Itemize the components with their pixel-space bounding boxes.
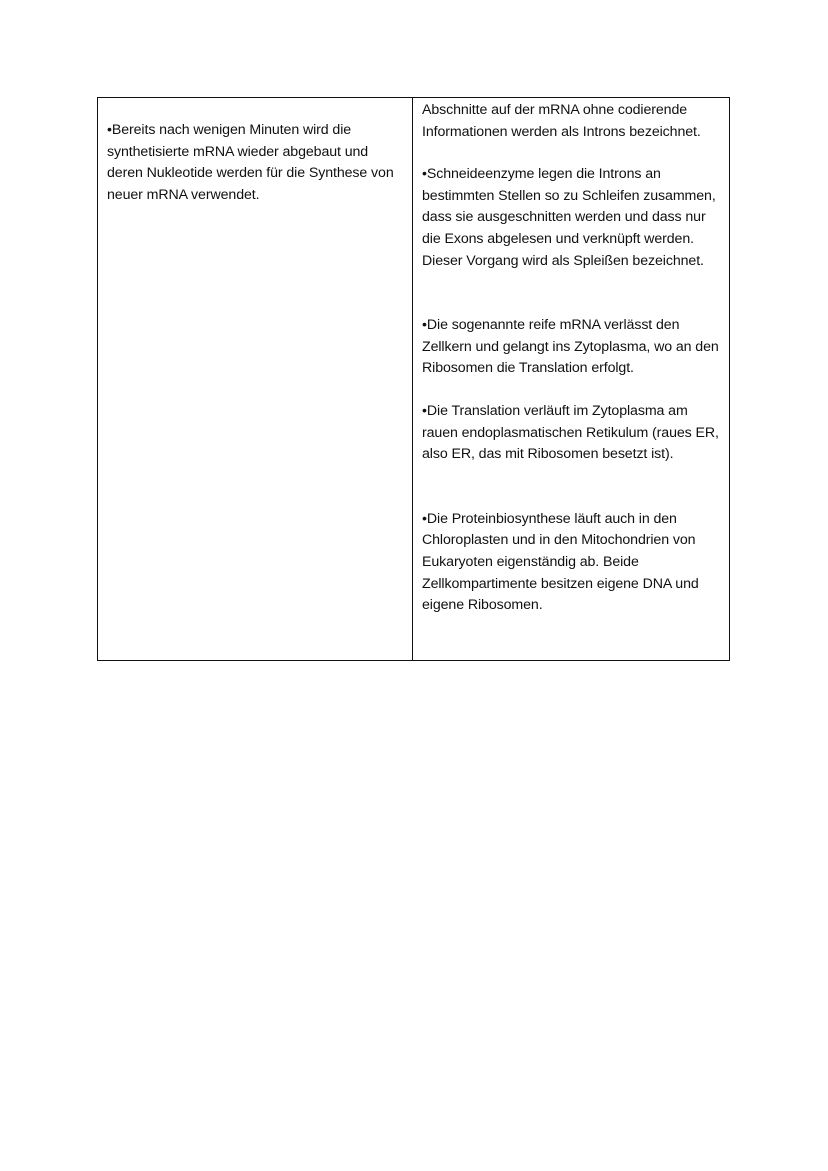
paragraph-introns: Abschnitte auf der mRNA ohne codierende Informationen werden als Introns bezeichnet. <box>422 102 701 140</box>
paragraph-mature-mrna: •Die sogenannte reife mRNA verlässt den Zellkern und gelangt ins Zytoplasma, wo an den Ribosomen die Translation erfolgt. <box>422 317 719 377</box>
paragraph-translation-er: •Die Translation verläuft im Zytoplasma am rauen endoplasmatischen Retikulum (raues ER, also ER, das mit Ribosomen besetzt ist). <box>422 402 719 463</box>
cell-text-right <box>413 98 729 617</box>
table-cell-right <box>413 98 730 661</box>
content-table <box>97 97 730 661</box>
table-row <box>98 98 730 661</box>
paragraph-splicing: •Schneideenzyme legen die Introns an bestimmten Stellen so zu Schleifen zusammen, dass sie ausgeschnitten werden und dass nur die Exons abgelesen und verknüpft werden. Dieser Vorgang wird als Spleißen bezeichnet. <box>422 166 716 269</box>
paragraph-organelles: •Die Proteinbiosynthese läuft auch in den Chloroplasten und in den Mitochondrien von Eukaryoten eigenständig ab. Beide Zellkompartimente besitzen eigene DNA und eigene Ribosomen. <box>422 510 699 614</box>
paragraph-mrna-degradation: •Bereits nach wenigen Minuten wird die synthetisierte mRNA wieder abgebaut und deren Nukleotide werden für die Synthese von neuer mRNA verwendet. <box>107 122 394 203</box>
cell-text-left <box>98 98 412 206</box>
table-cell-left <box>98 98 413 661</box>
